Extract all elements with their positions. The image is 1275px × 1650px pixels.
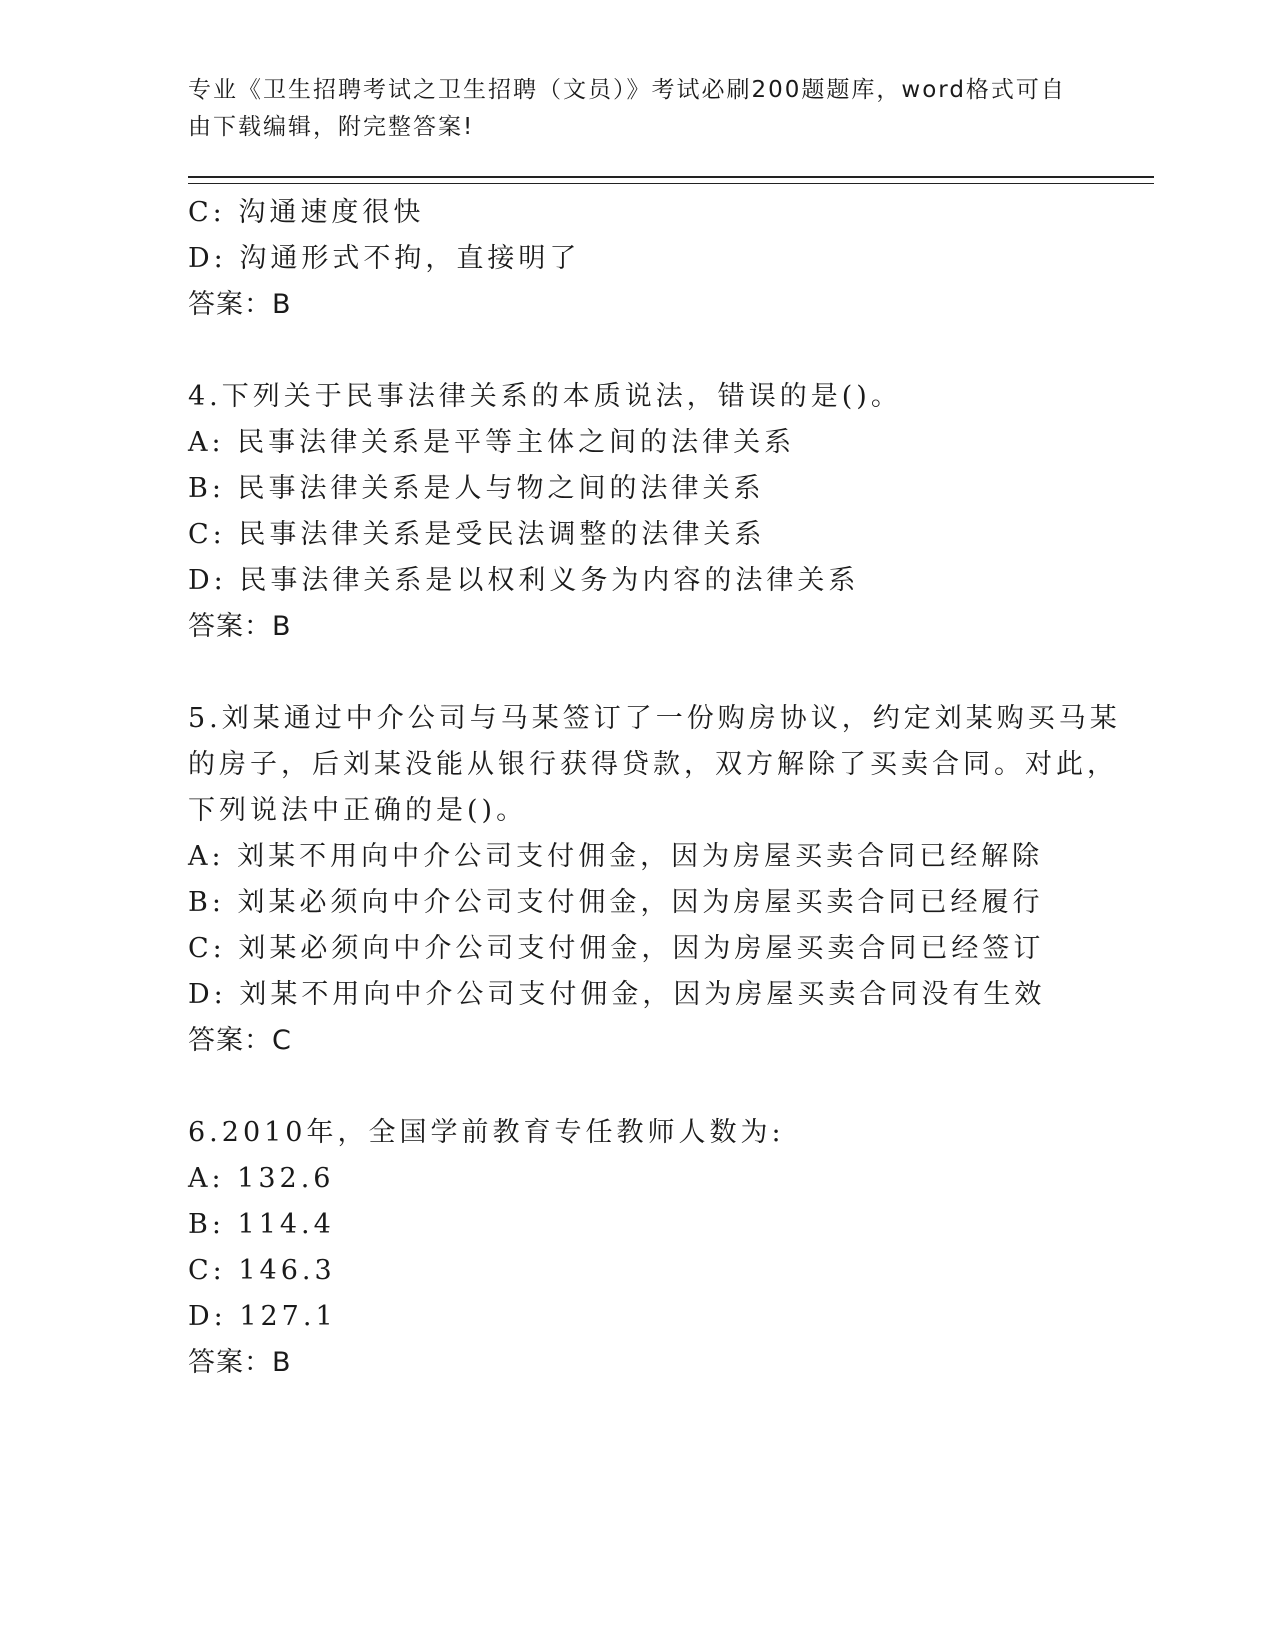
question-list: [188, 190, 1121, 1386]
spacer: [188, 1064, 1088, 1110]
option-b: B: 民事法律关系是人与物之间的法律关系: [188, 473, 765, 504]
option-d: D: 民事法律关系是以权利义务为内容的法律关系: [188, 565, 860, 596]
option-d: D: 刘某不用向中介公司支付佣金，因为房屋买卖合同没有生效: [188, 979, 1046, 1010]
option-c: C: 沟通速度很快: [188, 197, 425, 228]
header-rule-thick: [188, 176, 1154, 178]
option-d: D: 沟通形式不拘，直接明了: [188, 243, 581, 274]
question-3-tail: [188, 190, 1088, 328]
question-stem: 4.下列关于民事法律关系的本质说法，错误的是()。: [188, 381, 902, 412]
option-a: A: 132.6: [188, 1163, 335, 1194]
option-a: A: 民事法律关系是平等主体之间的法律关系: [188, 427, 796, 458]
option-d: D: 127.1: [188, 1301, 337, 1332]
question-4: [188, 374, 1088, 650]
option-c: C: 146.3: [188, 1255, 336, 1286]
question-stem-line-2: 的房子，后刘某没能从银行获得贷款，双方解除了买卖合同。对此，: [188, 749, 1118, 780]
answer: 答案：B: [188, 1347, 292, 1378]
option-b: B: 刘某必须向中介公司支付佣金，因为房屋买卖合同已经履行: [188, 887, 1044, 918]
answer: 答案：B: [188, 611, 292, 642]
option-c: C: 民事法律关系是受民法调整的法律关系: [188, 519, 766, 550]
document-header: [188, 72, 1068, 146]
answer: 答案：B: [188, 289, 292, 320]
question-6: [188, 1110, 1088, 1386]
header-line-1: 专业《卫生招聘考试之卫生招聘（文员）》考试必刷200题题库，word格式可自: [188, 77, 1066, 103]
option-c: C: 刘某必须向中介公司支付佣金，因为房屋买卖合同已经签订: [188, 933, 1045, 964]
question-stem: 6.2010年，全国学前教育专任教师人数为:: [188, 1117, 785, 1148]
question-stem-line-1: 5.刘某通过中介公司与马某签订了一份购房协议，约定刘某购买马某: [188, 703, 1121, 734]
question-5: [188, 696, 1121, 1064]
header-line-2: 由下载编辑，附完整答案!: [188, 114, 475, 140]
question-stem-line-3: 下列说法中正确的是()。: [188, 795, 528, 826]
option-a: A: 刘某不用向中介公司支付佣金，因为房屋买卖合同已经解除: [188, 841, 1044, 872]
answer: 答案：C: [188, 1025, 292, 1056]
header-rule-thin: [188, 183, 1154, 184]
spacer: [188, 650, 1088, 696]
option-b: B: 114.4: [188, 1209, 335, 1240]
spacer: [188, 328, 1088, 374]
